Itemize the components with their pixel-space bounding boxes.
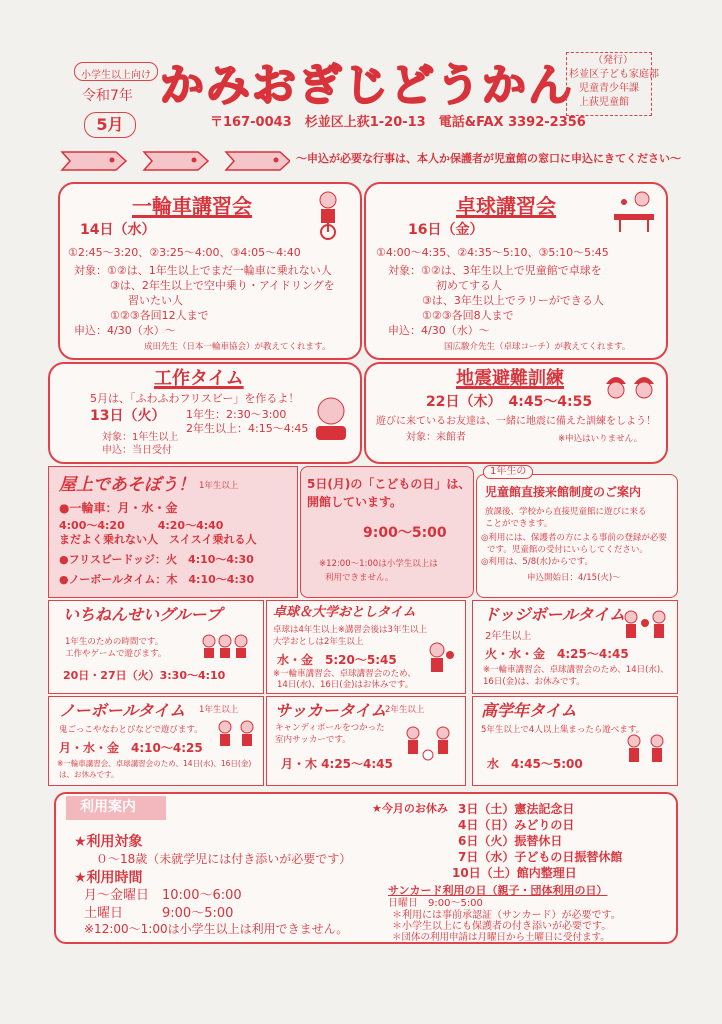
soccer-kids-icon [401, 725, 457, 763]
pingpong-drop-title: 卓球＆大学おとしタイム [273, 605, 416, 620]
upper-kids-icon [623, 733, 669, 767]
unicycle-section: 一輪車講習会 14日（水） ①2:45～3:20、②3:25～4:00、③4:05～4:40 対象：①②は、1年生以上でまだ一輪車に乗れない人 ③は、2年生以上で空中乗り・アイドリングを 習いたい人 ①②③各回12人まで 申込：4/30（水）～ 成田先生（日本一輪車協会）が教えてくれます。 [58, 182, 362, 360]
pingpong-drop-section: 卓球＆大学おとしタイム 卓球は4年生以上※講習会後は3年生以上 大学おとしは2年生以上 水・金 5:20～5:45 ※一輪車講習会、卓球講習会のため、 14日(水)、16日(金)はお休みです。 [266, 600, 466, 694]
upper-grade-section: 高学年タイム 5年生以上で4人以上集まったら遊べます。 水 4:45～5:00 [472, 696, 678, 786]
unicycle-icon [304, 190, 352, 240]
first-grade-section: 1年生の 児童館直接来館制度のご案内 放課後、学校から直接児童館に遊びに来る ことができます。 ◎利用には、保護者の方による事前の登録が必要 です。児童館の受付にいらしてください。 ◎利用は、5/8(水)からです。 申込開始日：4/15(火)～ [476, 474, 678, 598]
publisher-box: （発行） 杉並区子ども家庭部 児童青少年課 上荻児童館 [566, 52, 652, 116]
soccer-title: サッカータイム [275, 701, 387, 720]
month-badge: 5月 [84, 112, 136, 138]
notice-text: ～申込が必要な行事は、本人か保護者が児童館の窓口に申込にきてください～ [296, 152, 681, 165]
drill-section: 地震避難訓練 22日（木） 4:45～4:55 遊びに来ているお友達は、一緒に地震に備えた訓練をしよう！ 対象：来館者 ※申込はいりません。 [364, 362, 668, 464]
childrens-day-section: 5日(月)の「こどもの日」は、 開館しています。 9:00～5:00 ※12:00～1:00は小学生以上は 利用できません。 [300, 466, 474, 598]
dodgeball-kids-icon [619, 609, 671, 645]
usage-title-tab: 利用案内 [66, 796, 166, 820]
craft-section: 工作タイム 5月は、「ふわふわフリスビー」を作るよ！ 13日（火） 1年生：2:30～3:00 2年生以上：4:15～4:45 対象：1年生以上 申込：当日受付 [48, 362, 362, 464]
pingpong-player-icon [423, 641, 455, 675]
soccer-section: サッカータイム 2年生以上 キャンディボールをつかった 室内サッカーです。 月・木 4:25～4:45 [266, 696, 466, 786]
dodgeball-section: ドッジボールタイム 2年生以上 火・水・金 4:25～4:45 ※一輪車講習会、卓球講習会のため、14日(水)、 16日(金)は、お休みです。 [472, 600, 678, 694]
koinobori-icon [60, 148, 290, 174]
child-craft-icon [308, 394, 354, 444]
dodgeball-title: ドッジボールタイム [483, 605, 626, 624]
era-label: 令和7年 [82, 88, 133, 104]
grade-badge: 小学生以上向け [74, 62, 158, 81]
rooftop-title: 屋上であそぼう！ [59, 475, 195, 495]
craft-title: 工作タイム [154, 368, 244, 389]
drill-title: 地震避難訓練 [456, 368, 564, 389]
newsletter-title: かみおぎじどうかん [160, 60, 574, 111]
first-grade-group-section: いちねんせいグループ 1年生のための時間です。 工作やゲームで遊びます。 20日・27日（火）3:30～4:10 [48, 600, 264, 694]
rooftop-section: 屋上であそぼう！ 1年生以上 ●一輪車：月・水・金 4:00～4:20 4:20～4:40 まだよく乗れない人 スイスイ乗れる人 ●フリスビードッジ：火 4:10～4:30 ●ノーボールタイム：木 4:10～4:30 [48, 466, 298, 598]
pingpong-icon [612, 190, 658, 234]
noball-title: ノーボールタイム [59, 701, 186, 720]
pingpong-title: 卓球講習会 [456, 194, 556, 218]
pingpong-section: 卓球講習会 16日（金） ①4:00～4:35、②4:35～5:10、③5:10～5:45 対象：①②は、3年生以上で児童館で卓球を 初めてする人 ③は、3年生以上でラリーができる人 ①②③各回8人まで 申込：4/30（水）～ 国広駿介先生（卓球コーチ）が教えてくれます。 [364, 182, 668, 360]
noball-section: ノーボールタイム 1年生以上 鬼ごっこやなわとびなどで遊びます。 月・水・金 4:10～4:25 ※一輪車講習会、卓球講習会のため、14日(水)、16日(金) は、お休みです。 [48, 696, 264, 786]
group-title: いちねんせいグループ [63, 605, 222, 624]
upper-grade-title: 高学年タイム [481, 701, 577, 720]
helmet-kids-icon [602, 368, 660, 408]
usage-section: 利用案内 ★利用対象 ０～18歳（未就学児には付き添いが必要です） ★利用時間 月～金曜日 10:00～6:00 土曜日 9:00～5:00 ※12:00～1:00は小学生以上は利用できません。 ★今月のお休み 3日（土）憲法記念日 4日（日）みどりの日 6日（火）振替休日 7日（水）子どもの日振替休館 10日（土）館内整理日 サンカード利用の日（親子・団体利用の日） 日曜日 9:00～5:00 ＊利用には事前承認証（サンカード）が必要です。 ＊小学生以上にも保護者の付き添いが必要です。 ＊団体の利用申請は月曜日から土曜日に受付ます。 [54, 792, 678, 944]
first-grade-title: 児童館直接来館制度のご案内 [485, 485, 642, 499]
kids-group-icon [199, 631, 259, 661]
address-line: 〒167-0043 杉並区上荻1-20-13 電話&FAX 3392-2356 [210, 115, 586, 130]
unicycle-title: 一輪車講習会 [132, 194, 252, 218]
running-kids-icon [215, 719, 259, 751]
